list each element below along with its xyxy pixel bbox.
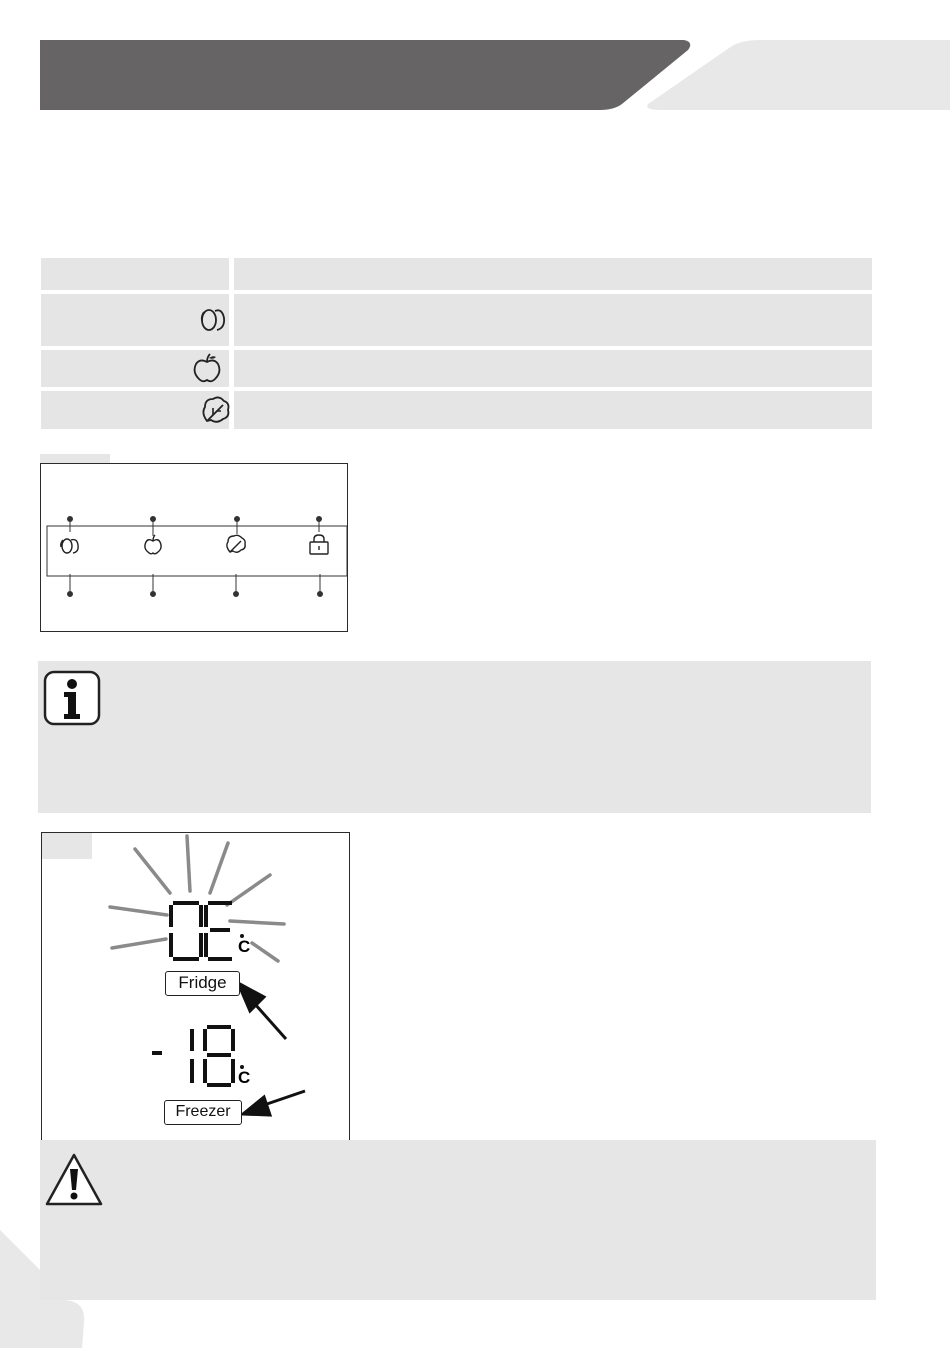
eggs-icon	[61, 539, 78, 553]
eggs-icon	[199, 306, 231, 334]
info-note-box	[38, 661, 871, 813]
page-corner-tab	[0, 1230, 90, 1348]
header-banner	[0, 0, 950, 120]
fridge-unit: C	[238, 937, 251, 956]
vegetable-icon	[199, 395, 231, 425]
freezer-label: Freezer	[164, 1100, 242, 1125]
warning-note-box	[40, 1140, 876, 1300]
temperature-display-figure	[41, 832, 350, 1141]
freezer-arrow	[243, 1091, 305, 1115]
control-panel-figure	[40, 463, 348, 632]
fridge-label: Fridge	[165, 971, 240, 996]
table-row-1-left	[41, 294, 229, 346]
fridge-digits	[171, 903, 232, 959]
table-row-2-left	[41, 350, 229, 387]
table-row-3-right	[234, 391, 872, 429]
bottom-pins	[68, 574, 323, 597]
apple-icon	[191, 352, 223, 384]
fridge-arrow	[238, 983, 286, 1039]
lock-icon	[310, 535, 328, 554]
control-panel-diagram	[41, 464, 347, 631]
table-row-2-right	[234, 350, 872, 387]
header-banner-dark	[40, 40, 690, 110]
apple-icon	[145, 535, 161, 554]
freezer-digits	[152, 1027, 233, 1085]
header-banner-light	[647, 40, 950, 110]
table-header-right	[234, 258, 872, 290]
table-row-3-left	[41, 391, 229, 429]
table-header-left	[41, 258, 229, 290]
table-row-1-right	[234, 294, 872, 346]
freezer-unit: C	[238, 1068, 251, 1087]
info-icon	[43, 670, 101, 726]
warning-icon	[45, 1152, 103, 1207]
vegetable-icon	[227, 535, 245, 552]
flash-rays	[110, 836, 284, 961]
